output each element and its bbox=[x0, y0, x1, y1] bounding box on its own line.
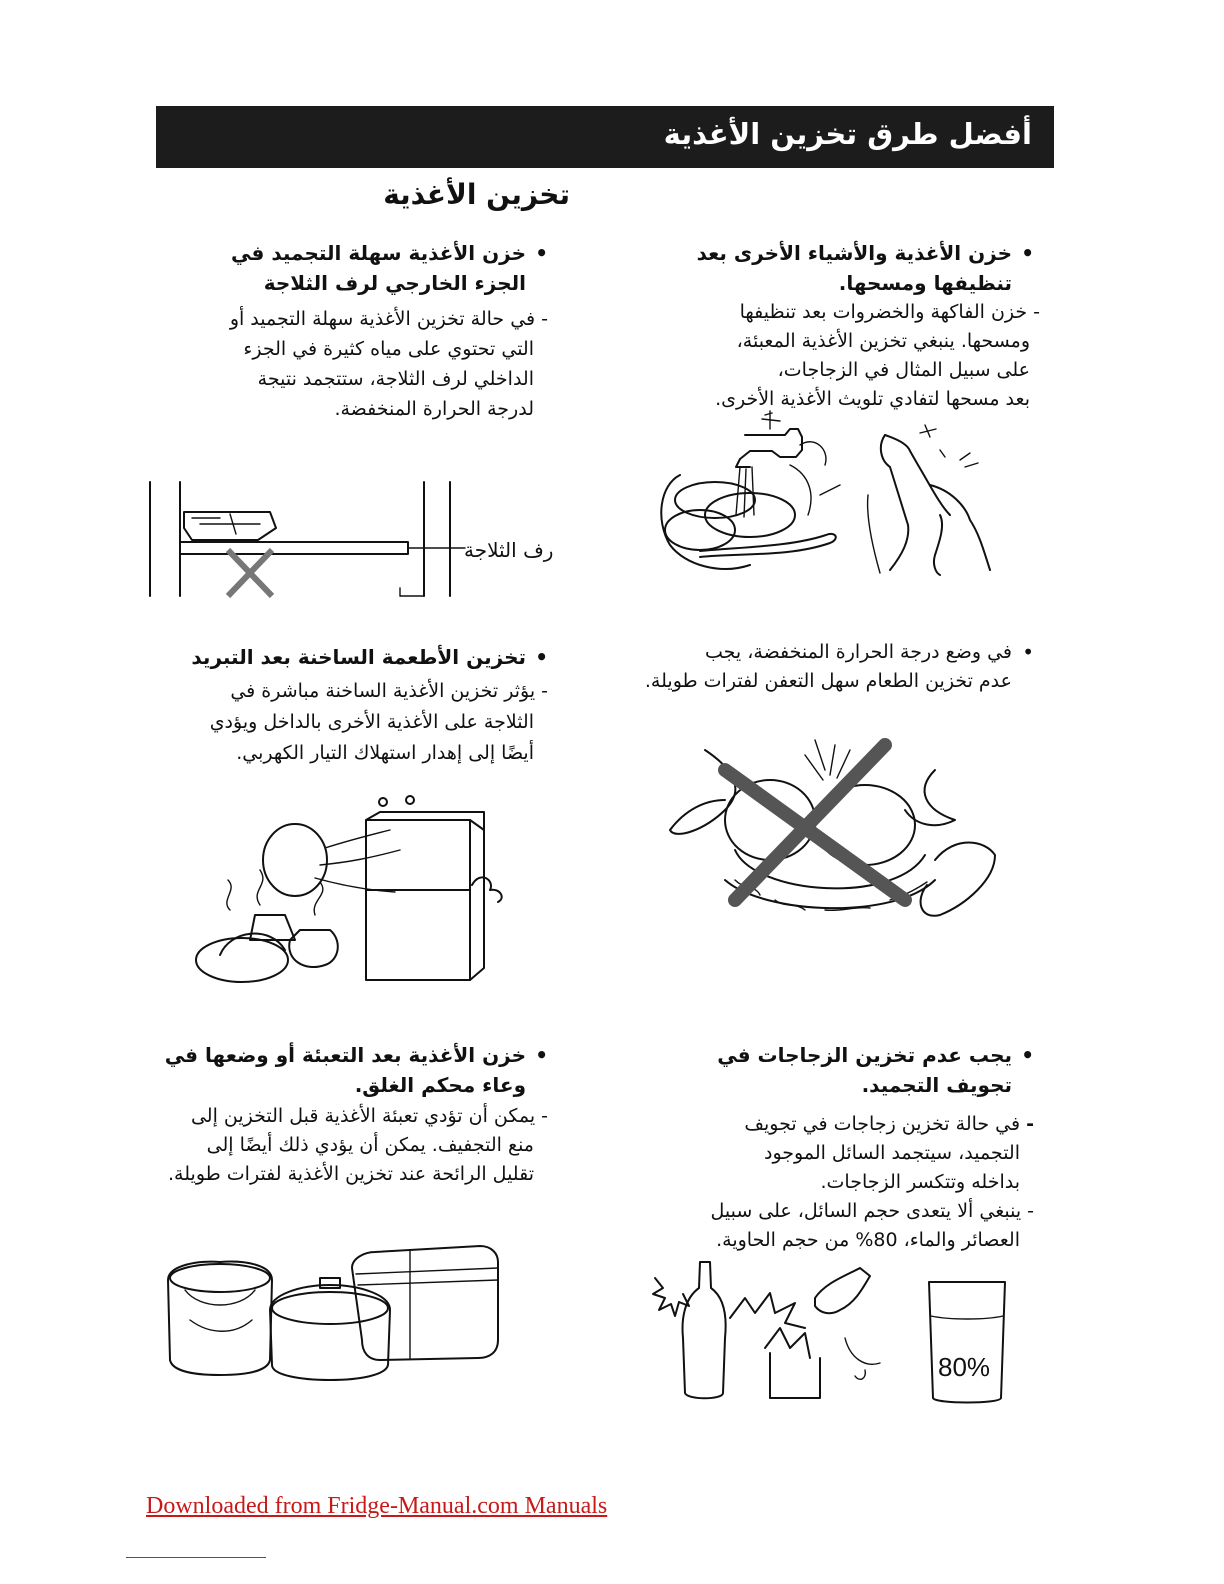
block-body: -في حالة تخزين زجاجات في تجويف التجميد، سيتجمد السائل الموجود بداخله وتتكسر الزجاجات. -ينبغي ألا يتعدى حجم السائل، على سبيل العصائر والماء، 80% من حجم الحاوية. bbox=[614, 1110, 1034, 1255]
body-line: لدرجة الحرارة المنخفضة. bbox=[334, 398, 534, 420]
heading-line: عدم تخزين الطعام سهل التعفن لفترات طويلة. bbox=[644, 670, 1012, 692]
body-line: ومسحها. ينبغي تخزين الأغذية المعبئة، bbox=[736, 330, 1030, 352]
heading-line: تنظيفها ومسحها. bbox=[838, 271, 1012, 295]
body-line: في حالة تخزين زجاجات في تجويف bbox=[744, 1113, 1021, 1135]
block-clean-items bbox=[614, 238, 1040, 414]
page-title: أفضل طرق تخزين الأغذية bbox=[663, 117, 1032, 151]
heading-line: الجزء الخارجي لرف الثلاجة bbox=[263, 271, 526, 295]
body-line: التي تحتوي على مياه كثيرة في الجزء bbox=[243, 338, 534, 360]
body-line: على سبيل المثال في الزجاجات، bbox=[777, 359, 1030, 381]
bullet-icon: • bbox=[535, 1043, 548, 1067]
bullet-icon: • bbox=[535, 241, 548, 265]
heading-line: في وضع درجة الحرارة المنخفضة، يجب bbox=[705, 641, 1012, 663]
percent-label: 80% bbox=[938, 1352, 991, 1382]
hot-food-illustration bbox=[190, 790, 510, 1000]
bottles-illustration bbox=[645, 1258, 1025, 1408]
footer-download-link[interactable]: Downloaded from Fridge-Manual.com Manuals bbox=[146, 1493, 608, 1519]
body-line: خزن الفاكهة والخضروات بعد تنظيفها bbox=[739, 301, 1028, 323]
block-heading bbox=[614, 1040, 1034, 1100]
block-body: -يؤثر تخزين الأغذية الساخنة مباشرة في الثلاجة على الأغذية الأخرى بالداخل ويؤدي أيضًا إلى إهدار استهلاك التيار الكهربي. bbox=[108, 676, 548, 769]
body-line: العصائر والماء، 80% من حجم الحاوية. bbox=[716, 1229, 1020, 1251]
block-heading bbox=[148, 238, 548, 298]
body-line: في حالة تخزين الأغذية سهلة التجميد أو bbox=[229, 308, 536, 330]
heading-line: يجب عدم تخزين الزجاجات في bbox=[717, 1043, 1012, 1067]
block-body: -يمكن أن تؤدي تعبئة الأغذية قبل التخزين إلى منع التجفيف. يمكن أن يؤدي ذلك أيضًا إلى تقليل الرائحة عند تخزين الأغذية لفترات طويلة. bbox=[88, 1102, 548, 1189]
footer-rule bbox=[126, 1557, 266, 1558]
heading-line: تخزين الأطعمة الساخنة بعد التبريد bbox=[191, 645, 526, 669]
bullet-icon: • bbox=[1022, 640, 1034, 664]
crossed-food-illustration bbox=[665, 730, 1005, 930]
block-heading bbox=[88, 1040, 548, 1100]
block-heading bbox=[108, 642, 548, 672]
block-heading bbox=[574, 638, 1034, 696]
bullet-icon: • bbox=[1021, 1043, 1034, 1067]
block-low-temp bbox=[574, 638, 1034, 696]
block-body: -في حالة تخزين الأغذية سهلة التجميد أو التي تحتوي على مياه كثيرة في الجزء الداخلي لرف الثلاجة، ستتجمد نتيجة لدرجة الحرارة المنخفضة. bbox=[148, 304, 548, 424]
washing-illustration bbox=[640, 405, 1020, 580]
body-line: يؤثر تخزين الأغذية الساخنة مباشرة في bbox=[230, 680, 536, 702]
shelf-label: رف الثلاجة bbox=[464, 538, 554, 562]
bullet-icon: • bbox=[1021, 241, 1034, 265]
body-line: يمكن أن تؤدي تعبئة الأغذية قبل التخزين إلى bbox=[190, 1105, 536, 1127]
body-line: ينبغي ألا يتعدى حجم السائل، على سبيل bbox=[710, 1200, 1022, 1222]
body-line: الثلاجة على الأغذية الأخرى بالداخل ويؤدي bbox=[209, 711, 534, 733]
block-bottles bbox=[614, 1040, 1034, 1255]
body-line: تقليل الرائحة عند تخزين الأغذية لفترات طويلة. bbox=[168, 1163, 534, 1185]
body-line: بداخله وتتكسر الزجاجات. bbox=[820, 1171, 1020, 1193]
header-bar bbox=[156, 106, 1054, 168]
heading-line: تجويف التجميد. bbox=[861, 1073, 1012, 1097]
heading-line: خزن الأغذية والأشياء الأخرى بعد bbox=[696, 241, 1012, 265]
block-sealed bbox=[88, 1040, 548, 1189]
containers-illustration bbox=[160, 1240, 505, 1385]
block-hot-food bbox=[108, 642, 548, 769]
body-line: منع التجفيف. يمكن أن يؤدي ذلك أيضًا إلى bbox=[206, 1134, 534, 1156]
heading-line: خزن الأغذية سهلة التجميد في bbox=[231, 241, 526, 265]
body-line: أيضًا إلى إهدار استهلاك التيار الكهربي. bbox=[236, 742, 534, 764]
heading-line: خزن الأغذية بعد التعبئة أو وضعها في bbox=[164, 1043, 526, 1067]
bullet-icon: • bbox=[535, 645, 548, 669]
body-line: الداخلي لرف الثلاجة، ستتجمد نتيجة bbox=[257, 368, 534, 390]
block-body: -خزن الفاكهة والخضروات بعد تنظيفها ومسحها. ينبغي تخزين الأغذية المعبئة، على سبيل المثال في الزجاجات، بعد مسحها لتفادي تلويث الأغذية الأخرى. bbox=[620, 298, 1040, 414]
heading-line: وعاء محكم الغلق. bbox=[354, 1073, 526, 1097]
section-title: تخزين الأغذية bbox=[383, 178, 570, 211]
body-line: بعد مسحها لتفادي تلويث الأغذية الأخرى. bbox=[715, 388, 1030, 410]
body-line: التجميد، سيتجمد السائل الموجود bbox=[764, 1142, 1020, 1164]
block-freezable bbox=[148, 238, 548, 424]
block-heading bbox=[614, 238, 1034, 298]
